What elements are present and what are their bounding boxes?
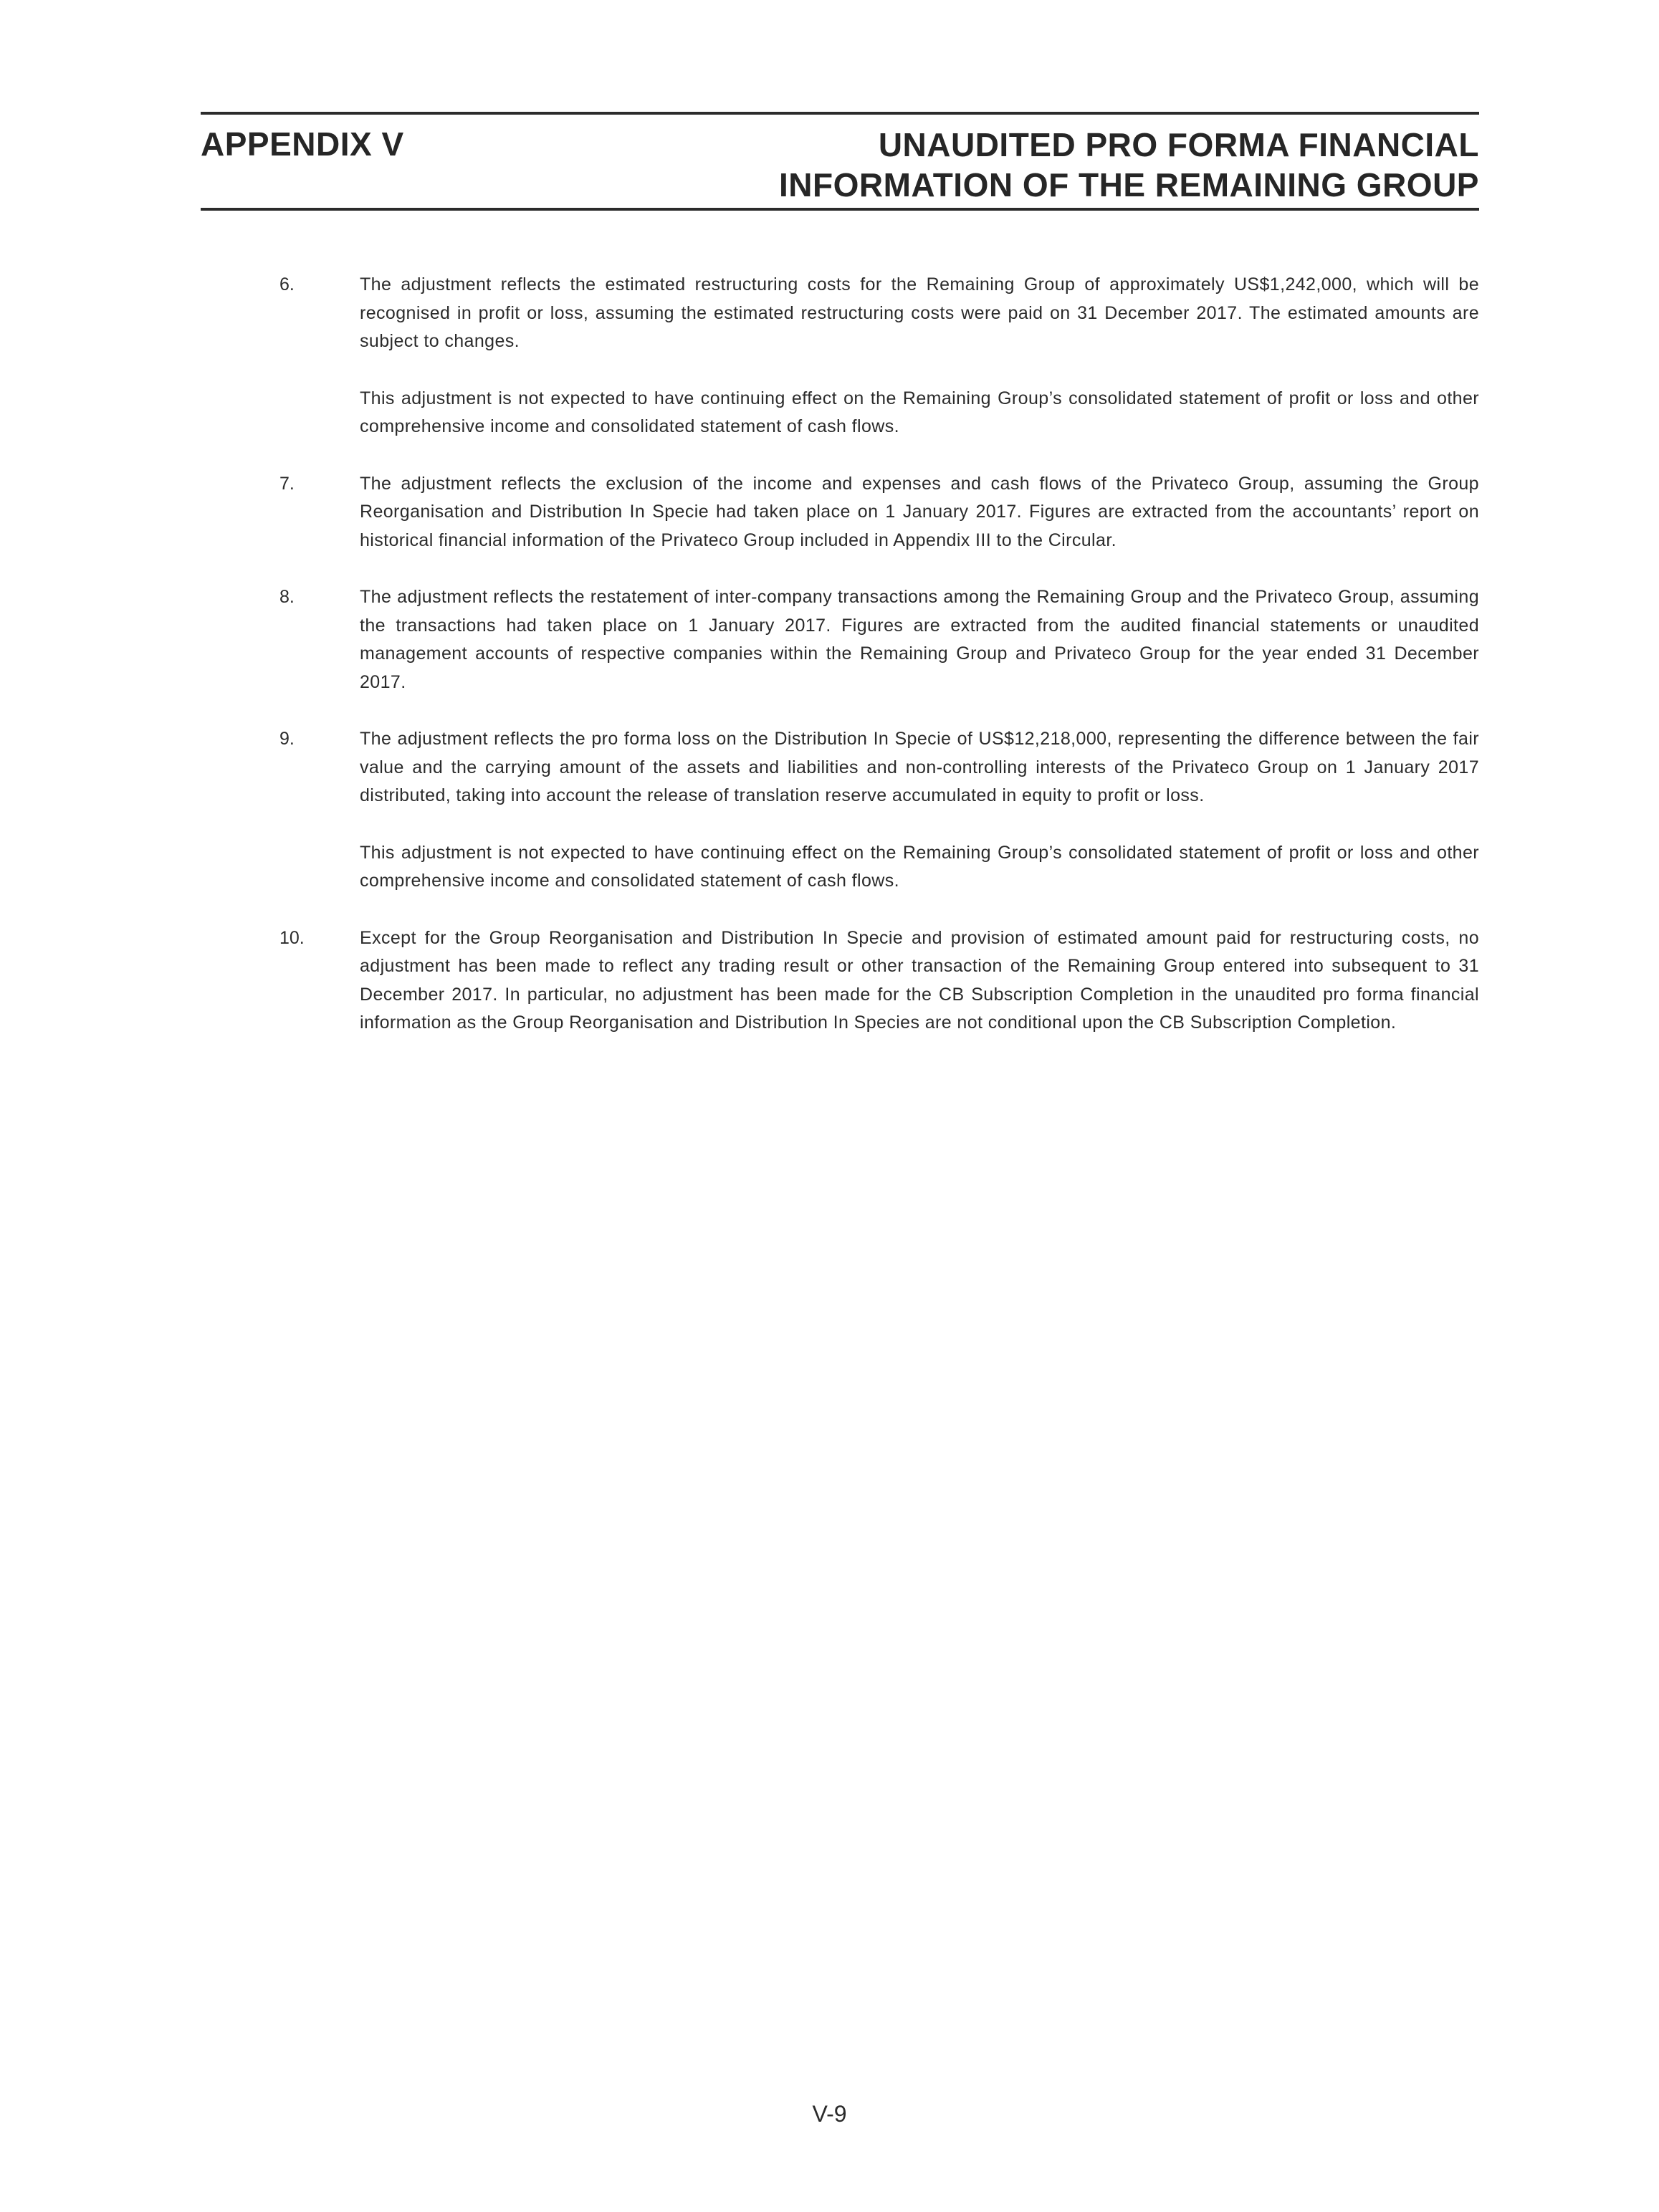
notes-list bbox=[279, 271, 1479, 1066]
section-title-line-2: INFORMATION OF THE REMAINING GROUP bbox=[778, 166, 1479, 204]
section-title-line-1: UNAUDITED PRO FORMA FINANCIAL bbox=[878, 126, 1479, 163]
note-paragraph: This adjustment is not expected to have continuing effect on the Remaining Group’s consolidated statement of profit or loss and other comprehensive income and consolidated statement of cash flows. bbox=[360, 388, 1479, 436]
note-8 bbox=[279, 583, 1479, 696]
note-paragraph: This adjustment is not expected to have continuing effect on the Remaining Group’s consolidated statement of profit or loss and other comprehensive income and consolidated statement of cash flows. bbox=[360, 842, 1479, 891]
section-title bbox=[779, 125, 1479, 205]
note-number: 8. bbox=[279, 587, 295, 607]
note-paragraph: The adjustment reflects the pro forma loss on the Distribution In Specie of US$12,218,000, representing the difference between the fair value and the carrying amount of the assets and liabilities and non-controlling interests of the Privateco Group on 1 January 2017 distributed, taking into account the release of translation reserve accumulated in equity to profit or loss. bbox=[360, 729, 1479, 805]
note-10 bbox=[279, 924, 1479, 1038]
note-paragraph: The adjustment reflects the restatement of inter-company transactions among the Remaining Group and the Privateco Group, assuming the transactions had taken place on 1 January 2017. Figures are extracted from the audited financial statements or unaudited management accounts of respective companies within the Remaining Group and Privateco Group for the year ended 31 December 2017. bbox=[360, 587, 1479, 692]
note-paragraph: The adjustment reflects the estimated restructuring costs for the Remaining Group of approximately US$1,242,000, which will be recognised in profit or loss, assuming the estimated restructuring costs were paid on 31 December 2017. The estimated amounts are subject to changes. bbox=[360, 274, 1479, 351]
note-9 bbox=[279, 725, 1479, 896]
note-7 bbox=[279, 470, 1479, 555]
page-number: V-9 bbox=[812, 2101, 847, 2127]
note-paragraph: The adjustment reflects the exclusion of the income and expenses and cash flows of the Privateco Group, assuming the Group Reorganisation and Distribution In Specie had taken place on 1 January 2017. Figures are extracted from the accountants’ report on historical financial information of the Privateco Group included in Appendix III to the Circular. bbox=[360, 473, 1479, 550]
note-6 bbox=[279, 271, 1479, 441]
note-number: 6. bbox=[279, 274, 295, 295]
note-number: 9. bbox=[279, 729, 295, 749]
note-number: 10. bbox=[279, 927, 305, 948]
note-paragraph: Except for the Group Reorganisation and Distribution In Specie and provision of estimated amount paid for restructuring costs, no adjustment has been made to reflect any trading result or other transaction of the Remaining Group entered into subsequent to 31 December 2017. In particular, no adjustment has been made for the CB Subscription Completion in the unaudited pro forma financial information as the Group Reorganisation and Distribution In Species are not conditional upon the CB Subscription Completion. bbox=[360, 927, 1479, 1033]
page-header bbox=[201, 112, 1479, 211]
appendix-label: APPENDIX V bbox=[201, 125, 404, 163]
note-number: 7. bbox=[279, 473, 295, 494]
